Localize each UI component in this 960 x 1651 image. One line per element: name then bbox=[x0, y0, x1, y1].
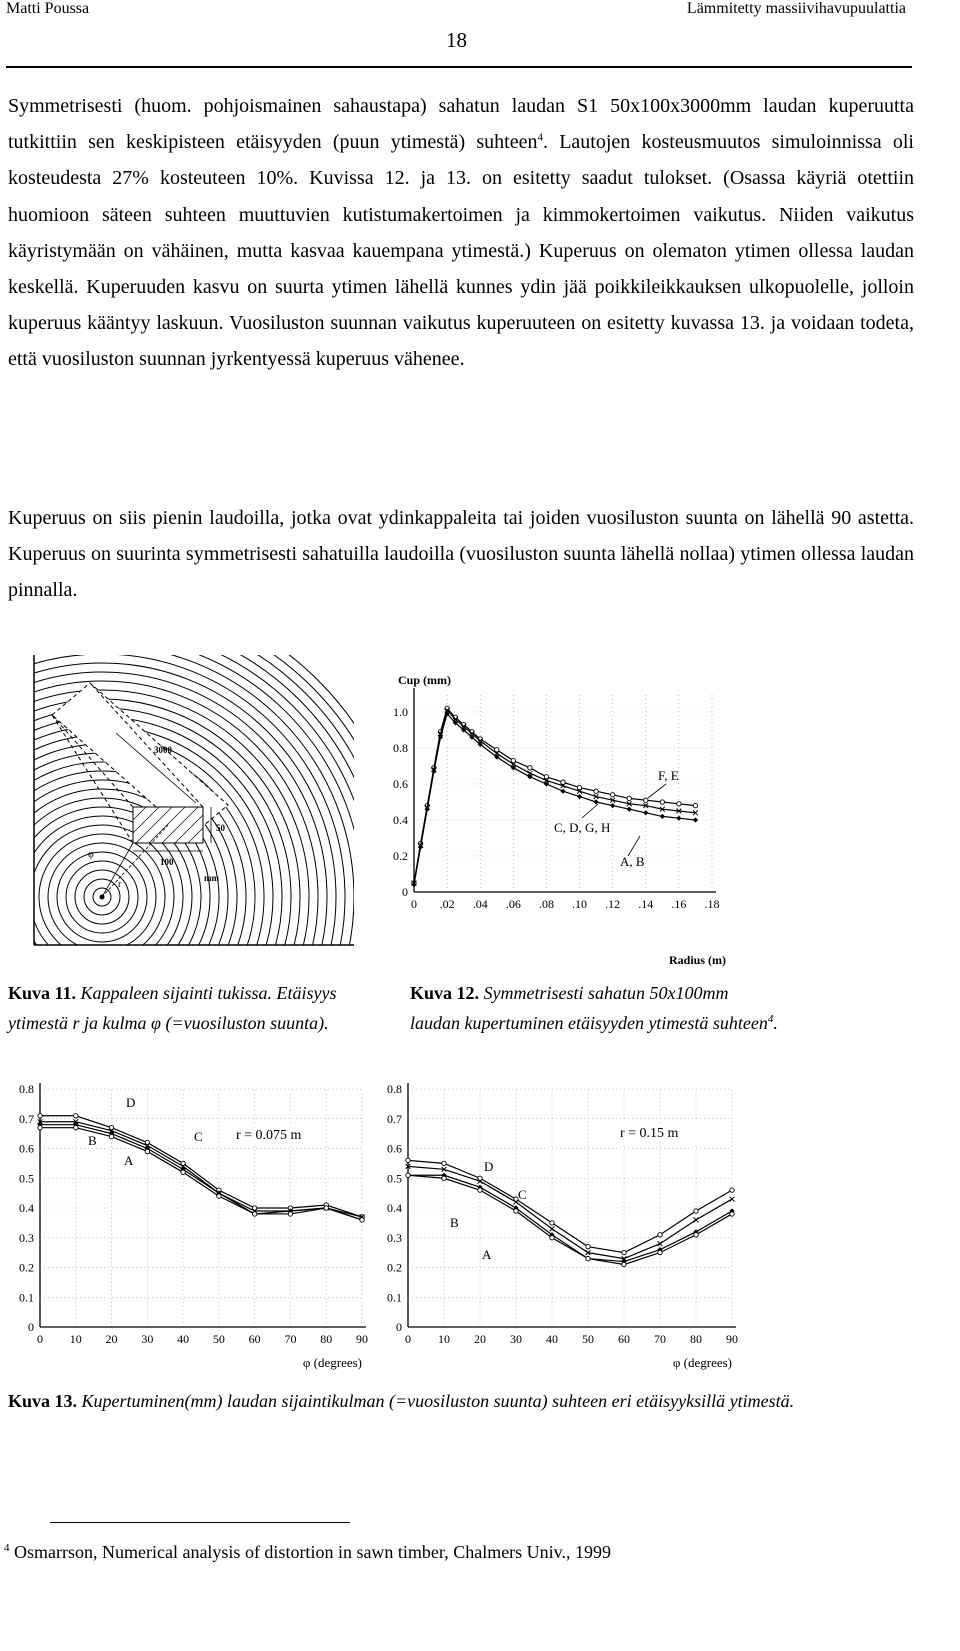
data-point bbox=[660, 800, 664, 804]
caption-12-label: Kuva 12. bbox=[410, 983, 480, 1003]
y-tick-label: 0.2 bbox=[387, 1260, 402, 1275]
series-line-ab bbox=[414, 714, 695, 885]
data-point bbox=[145, 1149, 149, 1153]
y-tick-label: 0.2 bbox=[19, 1260, 34, 1275]
caption-12-end: . bbox=[773, 1013, 778, 1033]
x-tick-label: .08 bbox=[538, 897, 554, 911]
chart-cup-vs-radius bbox=[378, 670, 758, 975]
series-label: B bbox=[88, 1133, 97, 1148]
y-tick-label: 0.6 bbox=[393, 777, 408, 791]
y-tick-label: 0.1 bbox=[387, 1290, 402, 1305]
data-point bbox=[74, 1114, 78, 1118]
caption-11-line1: Kappaleen sijainti tukissa. Etäisyys bbox=[80, 983, 337, 1003]
dim-thickness-label: 50 bbox=[216, 823, 225, 833]
log-cross-section-diagram bbox=[28, 655, 358, 955]
data-point bbox=[586, 1244, 590, 1248]
x-tick-label: .16 bbox=[671, 897, 687, 911]
x-tick-label: .06 bbox=[505, 897, 521, 911]
y-tick-label: 0.6 bbox=[387, 1141, 402, 1156]
series-line-d bbox=[408, 1160, 732, 1252]
data-point bbox=[550, 1221, 554, 1225]
data-point bbox=[478, 1188, 482, 1192]
data-point bbox=[730, 1212, 734, 1216]
footnote-rule bbox=[50, 1522, 350, 1523]
x-axis-label: φ (degrees) bbox=[302, 1355, 362, 1370]
data-point bbox=[406, 1158, 410, 1162]
series-label: D bbox=[484, 1159, 494, 1174]
x-tick-label: 90 bbox=[356, 1332, 368, 1346]
x-tick-label: .02 bbox=[439, 897, 455, 911]
y-tick-label: 0.4 bbox=[19, 1201, 34, 1215]
y-tick-label: 0 bbox=[402, 885, 408, 899]
data-point bbox=[288, 1212, 292, 1216]
data-point bbox=[644, 798, 648, 802]
x-tick-label: 70 bbox=[654, 1332, 666, 1346]
data-point bbox=[627, 796, 631, 800]
footnote-number: 4 bbox=[4, 1542, 10, 1554]
y-tick-label: 0.3 bbox=[387, 1230, 402, 1245]
x-tick-label: 50 bbox=[582, 1332, 594, 1346]
y-tick-label: 0.1 bbox=[19, 1290, 34, 1305]
data-point bbox=[74, 1125, 78, 1129]
data-point bbox=[730, 1197, 735, 1202]
y-tick-label: 0.2 bbox=[393, 849, 408, 863]
data-point bbox=[324, 1206, 328, 1210]
data-point bbox=[38, 1114, 42, 1118]
x-tick-label: 10 bbox=[438, 1332, 450, 1346]
x-tick-label: 0 bbox=[37, 1332, 43, 1346]
series-annotation: A, B bbox=[620, 854, 645, 869]
y-tick-label: 0.7 bbox=[387, 1111, 402, 1126]
chart-title: Cup (mm) bbox=[398, 673, 451, 687]
series-annotation: F, E bbox=[658, 768, 679, 783]
dim-length-label: 3000 bbox=[154, 745, 172, 755]
y-tick-label: 1.0 bbox=[393, 705, 408, 719]
series-label: D bbox=[126, 1095, 136, 1110]
data-point bbox=[442, 1176, 446, 1180]
data-point bbox=[693, 803, 697, 807]
caption-11-label: Kuva 11. bbox=[8, 983, 77, 1003]
series-line-c bbox=[408, 1166, 732, 1258]
footnote-ref: 4 bbox=[537, 131, 543, 144]
x-tick-label: 40 bbox=[177, 1332, 190, 1346]
y-tick-label: 0.5 bbox=[19, 1171, 34, 1186]
series-label: C bbox=[194, 1129, 203, 1144]
series-line-cdgh bbox=[414, 710, 695, 883]
x-tick-label: 90 bbox=[726, 1332, 738, 1346]
caption-figure-13 bbox=[8, 1386, 908, 1416]
y-tick-label: 0.6 bbox=[19, 1141, 34, 1156]
y-tick-label: 0.8 bbox=[387, 1082, 402, 1096]
chart-cup-vs-angle-r0075 bbox=[8, 1075, 378, 1375]
data-point bbox=[677, 802, 681, 806]
series-label: A bbox=[124, 1153, 134, 1168]
data-point bbox=[528, 766, 532, 770]
y-tick-label: 0.8 bbox=[19, 1082, 34, 1096]
x-tick-label: 60 bbox=[618, 1332, 630, 1346]
y-tick-label: 0.4 bbox=[393, 813, 408, 827]
footnote bbox=[4, 1542, 611, 1563]
annotation-pointer bbox=[648, 784, 666, 798]
dim-width-label: 100 bbox=[160, 857, 174, 867]
data-point bbox=[694, 1233, 698, 1237]
chart-cup-vs-angle-r015 bbox=[378, 1075, 760, 1375]
data-point bbox=[586, 1256, 590, 1260]
caption-figure-11 bbox=[8, 978, 337, 1038]
data-point bbox=[622, 1262, 626, 1266]
series-label: B bbox=[450, 1215, 459, 1230]
data-point bbox=[252, 1212, 256, 1216]
x-tick-label: 70 bbox=[284, 1332, 297, 1346]
footnote-text: Osmarrson, Numerical analysis of distortion in sawn timber, Chalmers Univ., 1999 bbox=[14, 1542, 612, 1562]
series-annotation: C, D, G, H bbox=[554, 820, 611, 835]
paragraph-2 bbox=[8, 500, 914, 609]
data-point bbox=[694, 1209, 698, 1213]
x-tick-label: 30 bbox=[510, 1332, 522, 1346]
caption-11-line2: ytimestä r ja kulma φ (=vuosiluston suunta). bbox=[8, 1013, 329, 1033]
paragraph-2-text: Kuperuus on siis pienin laudoilla, jotka ovat ydinkappaleita tai joiden vuosiluston suunta on lähellä 90 astetta. Kuperuus on suurinta symmetrisesti sahatuilla laudoilla (vuosiluston suunta lähellä nollaa) ytimen ollessa laudan pinnalla. bbox=[8, 507, 914, 602]
caption-12-line2: laudan kupertuminen etäisyyden ytimestä suhteen bbox=[410, 1013, 768, 1033]
x-tick-label: .04 bbox=[472, 897, 488, 911]
caption-figure-12 bbox=[410, 978, 778, 1038]
y-tick-label: 0.8 bbox=[393, 741, 408, 755]
data-point bbox=[560, 789, 565, 794]
x-tick-label: .18 bbox=[704, 897, 720, 911]
paragraph-1 bbox=[8, 88, 914, 378]
data-point bbox=[514, 1209, 518, 1213]
y-tick-label: 0.3 bbox=[19, 1230, 34, 1245]
annotation-pointer bbox=[582, 804, 598, 818]
x-tick-label: 0 bbox=[405, 1332, 411, 1346]
header-title: Lämmitetty massiivihavupuulattia bbox=[686, 0, 906, 17]
x-tick-label: 10 bbox=[69, 1332, 82, 1346]
x-tick-label: .14 bbox=[638, 897, 654, 911]
data-point bbox=[360, 1218, 364, 1222]
pith-point bbox=[100, 895, 105, 900]
data-point bbox=[622, 1250, 626, 1254]
x-axis-label: φ (degrees) bbox=[672, 1355, 732, 1370]
y-tick-label: 0.7 bbox=[19, 1111, 34, 1126]
series-line-fe bbox=[414, 708, 695, 883]
data-point bbox=[181, 1170, 185, 1174]
header-author: Matti Poussa bbox=[6, 0, 90, 17]
x-tick-label: 80 bbox=[320, 1332, 333, 1346]
x-tick-label: 60 bbox=[248, 1332, 261, 1346]
data-point bbox=[217, 1194, 221, 1198]
data-point bbox=[406, 1173, 410, 1177]
x-tick-label: 50 bbox=[212, 1332, 225, 1346]
series-label: A bbox=[482, 1247, 492, 1262]
x-tick-label: .10 bbox=[572, 897, 588, 911]
x-tick-label: 20 bbox=[474, 1332, 486, 1346]
x-tick-label: 30 bbox=[141, 1332, 154, 1346]
x-tick-label: 40 bbox=[546, 1332, 558, 1346]
page-number: 18 bbox=[446, 28, 467, 52]
x-tick-label: 0 bbox=[411, 897, 417, 911]
data-point bbox=[594, 789, 598, 793]
data-point bbox=[730, 1188, 734, 1192]
data-point bbox=[109, 1134, 113, 1138]
x-axis-label: Radius (m) bbox=[668, 953, 726, 967]
r-label: r bbox=[118, 879, 122, 890]
y-tick-label: 0.4 bbox=[387, 1201, 402, 1215]
data-point bbox=[577, 794, 582, 799]
data-point bbox=[627, 807, 632, 812]
caption-12-line1: Symmetrisesti sahatun 50x100mm bbox=[483, 983, 729, 1003]
caption-13-label: Kuva 13. bbox=[8, 1391, 78, 1411]
data-point bbox=[660, 814, 665, 819]
series-label: C bbox=[518, 1187, 527, 1202]
radius-annotation: r = 0.075 m bbox=[236, 1128, 302, 1143]
data-point bbox=[38, 1125, 42, 1129]
y-tick-label: 0 bbox=[396, 1320, 402, 1334]
phi-label: φ bbox=[88, 849, 94, 860]
data-point bbox=[658, 1233, 662, 1237]
caption-12-ref: 4 bbox=[767, 1013, 774, 1025]
x-tick-label: 20 bbox=[105, 1332, 118, 1346]
data-point bbox=[643, 810, 648, 815]
data-point bbox=[442, 1161, 446, 1165]
data-point bbox=[693, 817, 698, 822]
x-tick-label: 80 bbox=[690, 1332, 702, 1346]
caption-13-text: Kupertuminen(mm) laudan sijaintikulman (=vuosiluston suunta) suhteen eri etäisyyksillä ytimestä. bbox=[81, 1391, 795, 1411]
data-point bbox=[676, 816, 681, 821]
header-rule bbox=[6, 66, 912, 68]
data-point bbox=[550, 1236, 554, 1240]
unit-label: mm bbox=[204, 873, 219, 883]
data-point bbox=[594, 799, 599, 804]
annotation-pointer bbox=[628, 836, 640, 856]
data-point bbox=[610, 793, 614, 797]
y-tick-label: 0.5 bbox=[387, 1171, 402, 1186]
paragraph-1-text-a: Symmetrisesti (huom. pohjoismainen sahaustapa) sahatun laudan S1 50x100x3000mm laudan kuperuutta tutkittiin sen keskipisteen etäisyyden (puun ytimestä) suhteen bbox=[8, 95, 914, 154]
x-tick-label: .12 bbox=[605, 897, 621, 911]
radius-annotation: r = 0.15 m bbox=[620, 1126, 679, 1141]
y-tick-label: 0 bbox=[28, 1320, 34, 1334]
data-point bbox=[610, 803, 615, 808]
paragraph-1-text-b: . Lautojen kosteusmuutos simuloinnissa oli kosteudesta 27% kosteuteen 10%. Kuvissa 12. ja 13. on esitetty saadut tulokset. (Osassa käyriä otettiin huomioon säteen suhteen muuttuvien kutistumakertoimen ja kimmokertoimen vaikutus. Niiden vaikutus käyristymään on vähäinen, mutta kasvaa kauempana ytimestä.) Kuperuus on olematon ytimen ollessa laudan keskellä. Kuperuuden kasvu on suurta ytimen lähellä kunnes ydin jää poikkileikkauksen ulkopuolelle, jolloin kuperuus kääntyy laskuun. Vuosiluston suunnan vaikutus kuperuuteen on esitetty kuvassa 13. ja voidaan todeta, että vuosiluston suunnan jyrkentyessä kuperuus vähenee. bbox=[8, 131, 914, 371]
data-point bbox=[658, 1250, 662, 1254]
